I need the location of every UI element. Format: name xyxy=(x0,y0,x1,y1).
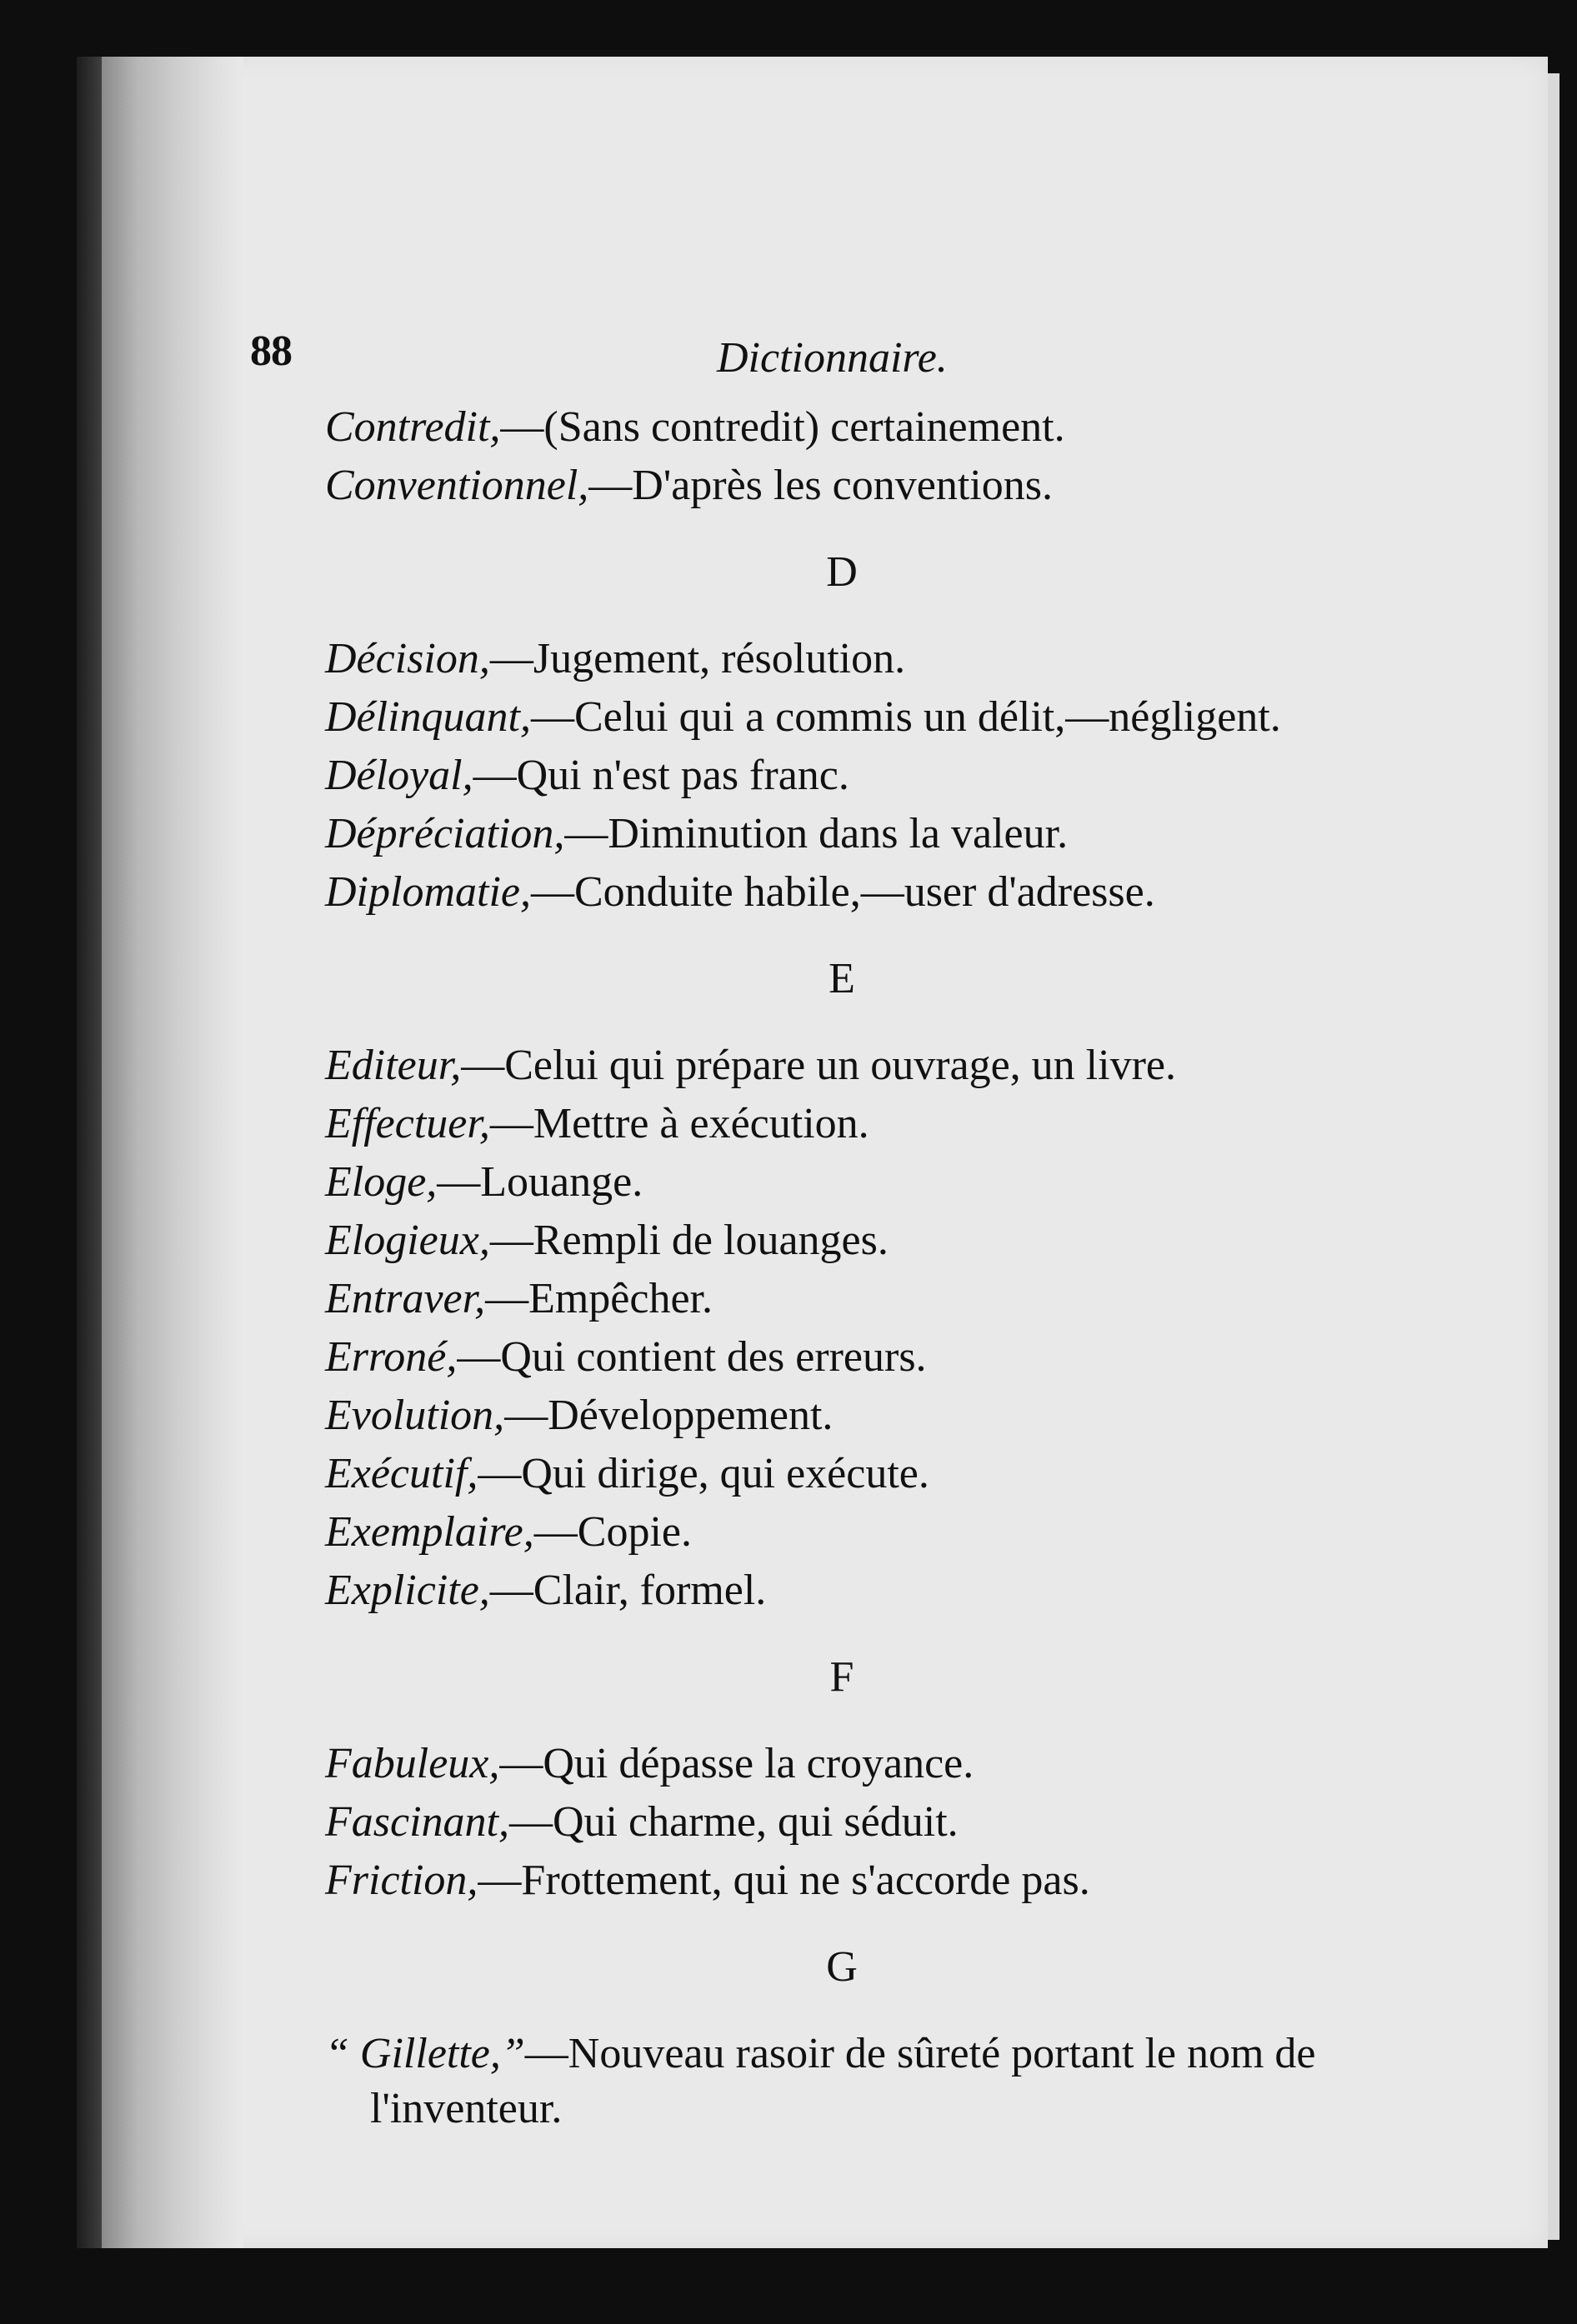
list-item xyxy=(325,2027,1359,2137)
list-item xyxy=(325,807,1359,862)
list-item xyxy=(325,1272,1359,1327)
entry-term: Diplomatie, xyxy=(325,868,531,916)
entry-definition: —Celui qui prépare un ouvrage, un livre. xyxy=(461,1042,1176,1089)
entry-term: Friction, xyxy=(325,1857,478,1904)
section-f xyxy=(325,1650,1359,1908)
section-d xyxy=(325,545,1359,920)
entry-definition: —D'après les conventions. xyxy=(588,462,1053,509)
entry-term: Effectuer, xyxy=(325,1100,490,1147)
list-item xyxy=(325,1388,1359,1443)
entry-definition: —Diminution dans la valeur. xyxy=(564,810,1069,857)
entry-term: Fascinant, xyxy=(325,1798,509,1846)
list-item xyxy=(325,632,1359,687)
entry-definition: —Qui contient des erreurs. xyxy=(457,1333,927,1381)
list-item xyxy=(325,1155,1359,1210)
entry-definition: —Rempli de louanges. xyxy=(489,1217,889,1264)
entry-definition: —Frottement, qui ne s'accorde pas. xyxy=(478,1857,1090,1904)
entry-term: Décision, xyxy=(325,635,490,682)
list-item xyxy=(325,1097,1359,1152)
entry-term: Exemplaire, xyxy=(325,1508,534,1556)
list-item xyxy=(325,1038,1359,1093)
entry-term: Exécutif, xyxy=(325,1450,478,1497)
entry-definition: —Nouveau rasoir de sûreté portant le nom de l'inventeur. xyxy=(370,2030,1316,2132)
section-letter: G xyxy=(826,1943,858,1991)
entry-definition: —Jugement, résolution. xyxy=(489,635,906,682)
list-item xyxy=(325,458,1359,513)
running-title: Dictionnaire. xyxy=(717,334,948,382)
section-letter: F xyxy=(829,1653,854,1701)
entry-definition: —Qui n'est pas franc. xyxy=(473,752,849,799)
entry-term: Eloge, xyxy=(325,1158,438,1206)
section-e xyxy=(325,952,1359,1618)
section-letter: E xyxy=(829,955,855,1002)
list-item xyxy=(325,1563,1359,1618)
entry-definition: —Empêcher. xyxy=(485,1275,713,1322)
entry-term: Elogieux, xyxy=(325,1217,490,1264)
entry-definition: —Qui dépasse la croyance. xyxy=(499,1740,974,1787)
list-item xyxy=(325,690,1359,745)
entry-term: “ Gillette,” xyxy=(325,2030,525,2077)
entry-term: Erroné, xyxy=(325,1333,458,1381)
entry-definition: —Qui dirige, qui exécute. xyxy=(478,1450,929,1497)
entry-definition: —Copie. xyxy=(533,1508,692,1556)
list-item xyxy=(325,1213,1359,1268)
entry-term: Délinquant, xyxy=(325,693,531,741)
page-edge xyxy=(1548,73,1559,2240)
entry-term: Explicite, xyxy=(325,1567,490,1614)
entry-term: Fabuleux, xyxy=(325,1740,500,1787)
entry-term: Dépréciation, xyxy=(325,810,565,857)
entry-definition: —Conduite habile,—user d'adresse. xyxy=(530,868,1155,916)
dictionary-body xyxy=(325,400,1359,2140)
section-letter: D xyxy=(826,548,858,596)
entry-definition: —(Sans contredit) certainement. xyxy=(500,403,1065,451)
list-item xyxy=(325,1505,1359,1560)
section-g xyxy=(325,1940,1359,2137)
list-item xyxy=(325,1330,1359,1385)
list-item xyxy=(325,1853,1359,1908)
list-item xyxy=(325,1737,1359,1792)
entry-definition: —Louange. xyxy=(437,1158,643,1206)
page-gutter xyxy=(102,57,243,2248)
entry-term: Conventionnel, xyxy=(325,462,589,509)
running-header xyxy=(250,265,1384,382)
list-item xyxy=(325,865,1359,920)
section-c xyxy=(325,400,1359,513)
entry-term: Déloyal, xyxy=(325,752,473,799)
entry-term: Evolution, xyxy=(325,1392,505,1439)
entry-definition: —Celui qui a commis un délit,—négligent. xyxy=(530,693,1281,741)
entry-definition: —Mettre à exécution. xyxy=(489,1100,869,1147)
list-item xyxy=(325,400,1359,455)
page-number: 88 xyxy=(250,327,292,375)
entry-definition: —Développement. xyxy=(504,1392,834,1439)
list-item xyxy=(325,748,1359,803)
list-item xyxy=(325,1795,1359,1850)
entry-term: Entraver, xyxy=(325,1275,486,1322)
entry-term: Contredit, xyxy=(325,403,501,451)
list-item xyxy=(325,1447,1359,1502)
entry-definition: —Qui charme, qui séduit. xyxy=(508,1798,959,1846)
entry-definition: —Clair, formel. xyxy=(489,1567,767,1614)
entry-term: Editeur, xyxy=(325,1042,462,1089)
